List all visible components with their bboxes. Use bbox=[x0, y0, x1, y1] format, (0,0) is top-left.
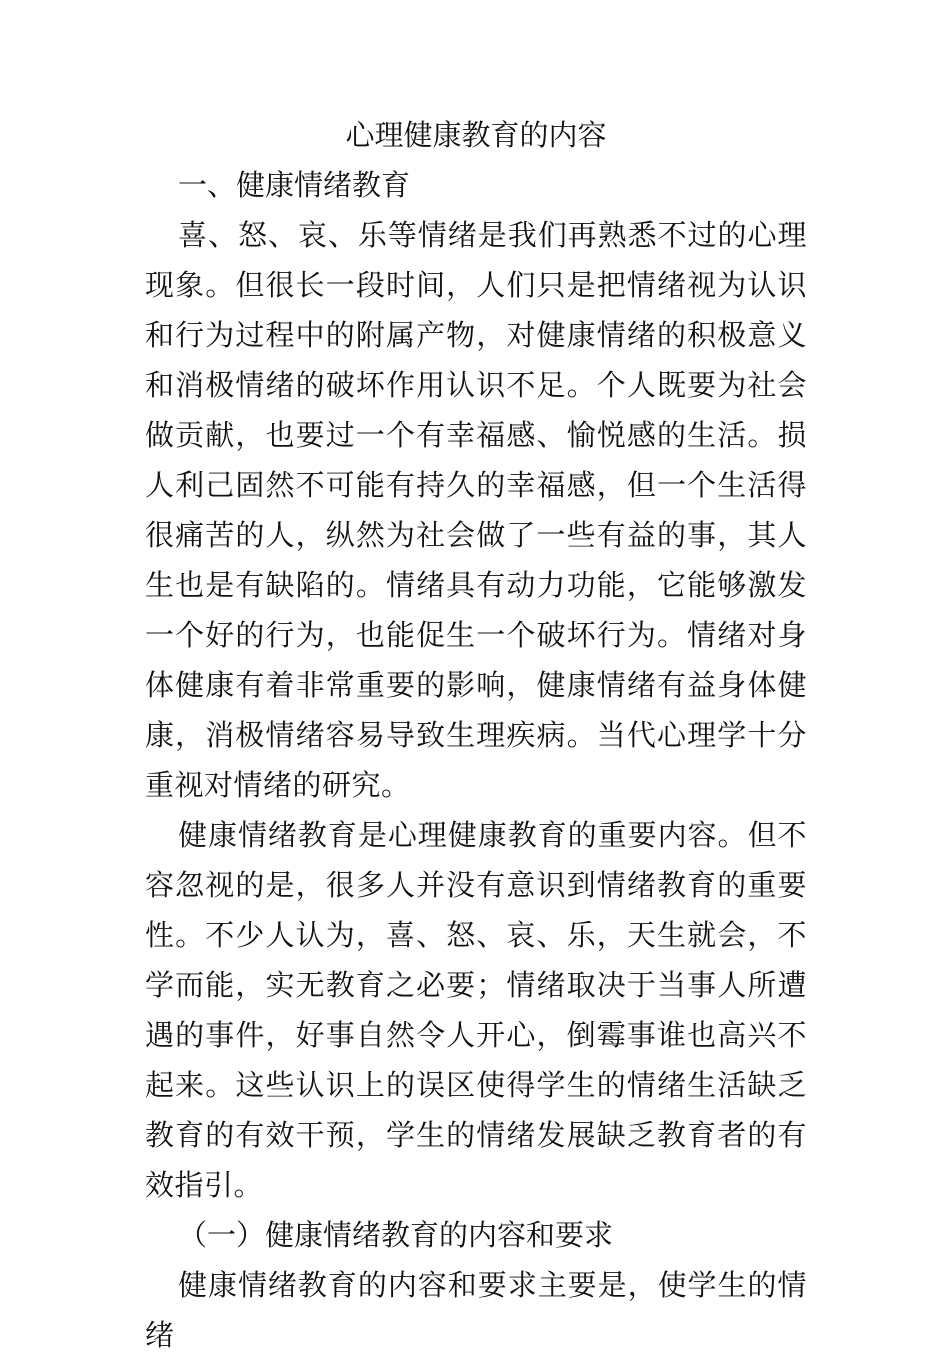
body-paragraph-2: 健康情绪教育是心理健康教育的重要内容。但不容忽视的是，很多人并没有意识到情绪教育的重要性。不少人认为，喜、怒、哀、乐，天生就会，不学而能，实无教育之必要；情绪取决于当事人所遭遇的事件，好事自然令人开心，倒霉事谁也高兴不起来。这些认识上的误区使得学生的情绪生活缺乏教育的有效干预，学生的情绪发展缺乏教育者的有效指引。 bbox=[145, 818, 807, 1202]
body-paragraph-3: 健康情绪教育的内容和要求主要是，使学生的情绪 bbox=[145, 1268, 807, 1352]
document-title: 心理健康教育的内容 bbox=[345, 118, 607, 152]
section-heading: 一、健康情绪教育 bbox=[178, 168, 411, 202]
body-paragraph-1: 喜、怒、哀、乐等情绪是我们再熟悉不过的心理现象。但很长一段时间，人们只是把情绪视为认识和行为过程中的附属产物，对健康情绪的积极意义和消极情绪的破坏作用认识不足。个人既要为社会做贡献，也要过一个有幸福感、愉悦感的生活。损人利己固然不可能有持久的幸福感，但一个生活得很痛苦的人，纵然为社会做了一些有益的事，其人生也是有缺陷的。情绪具有动力功能，它能够激发一个好的行为，也能促生一个破坏行为。情绪对身体健康有着非常重要的影响，健康情绪有益身体健康，消极情绪容易导致生理疾病。当代心理学十分重视对情绪的研究。 bbox=[145, 218, 807, 802]
document-page bbox=[145, 110, 807, 1360]
subsection-heading: （一）健康情绪教育的内容和要求 bbox=[178, 1218, 614, 1252]
